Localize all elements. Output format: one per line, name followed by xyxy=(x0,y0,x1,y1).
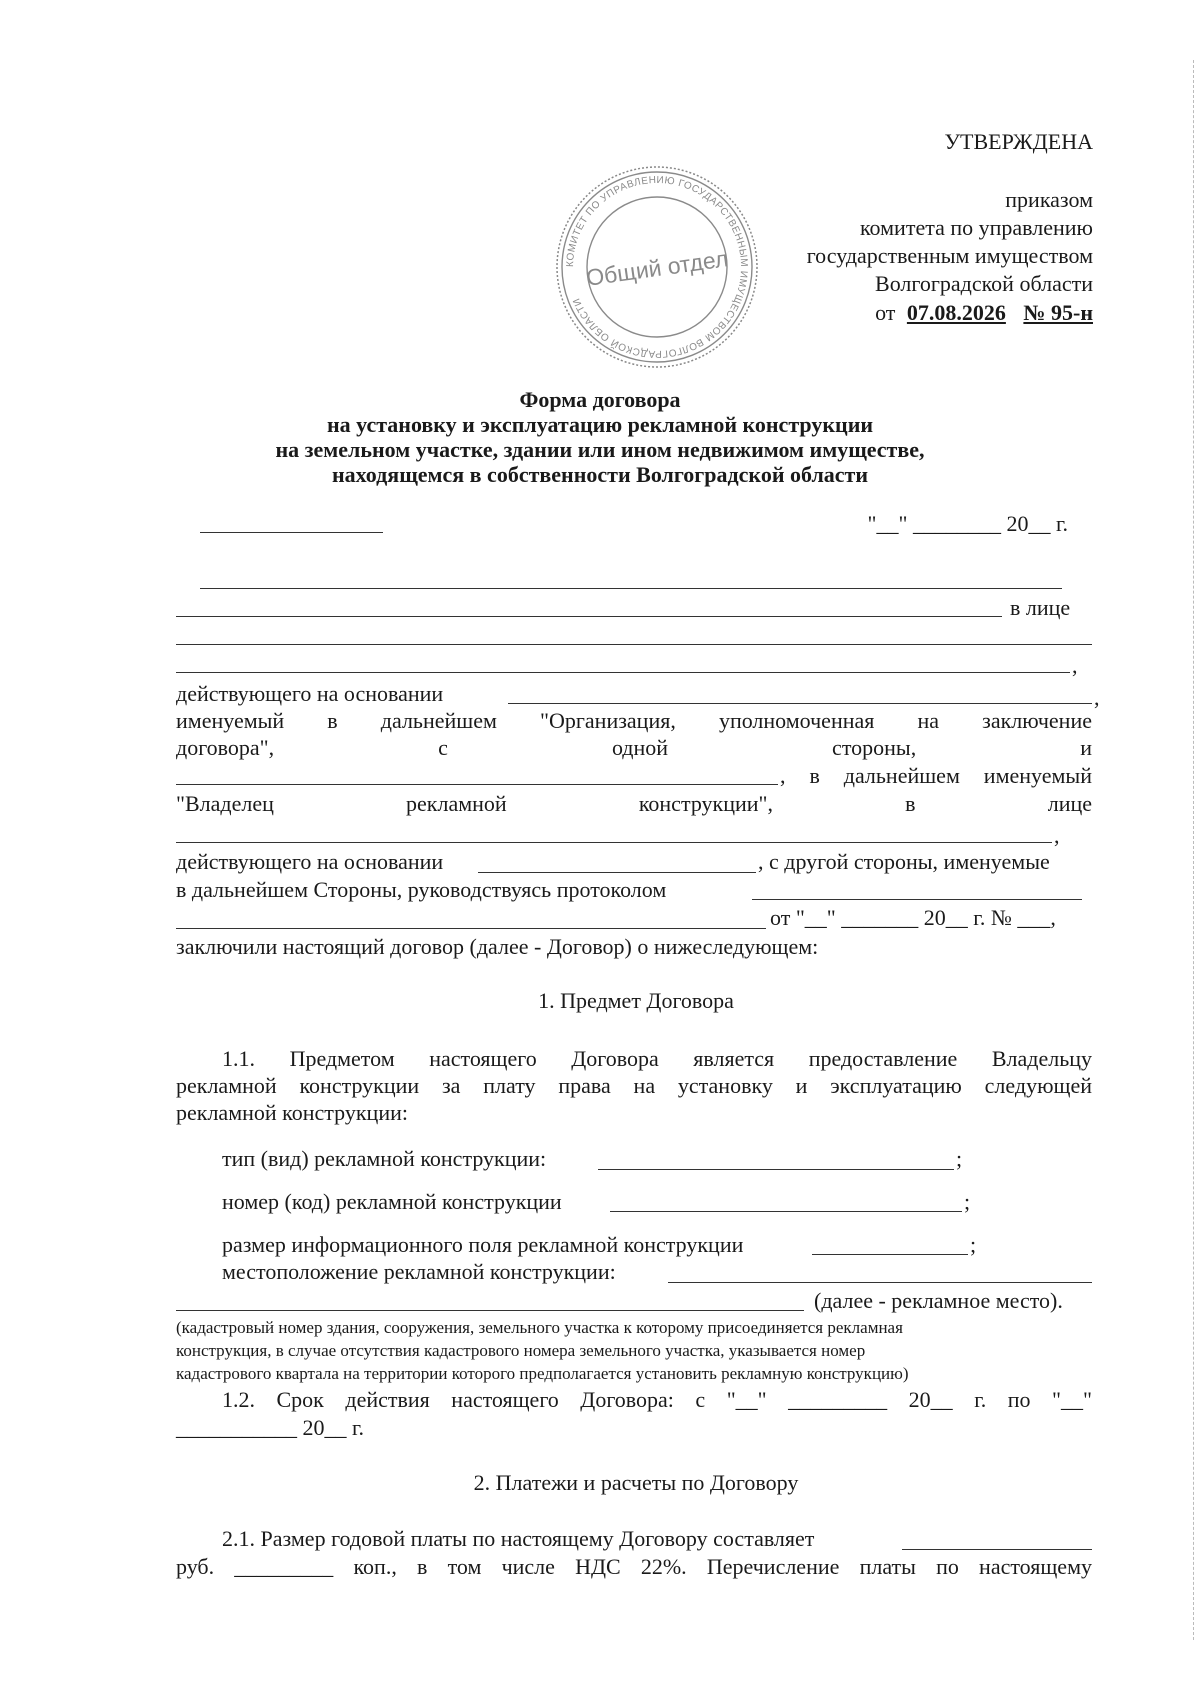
place-suffix: (далее - рекламное место). xyxy=(814,1288,1063,1313)
term-line-end: ___________ 20__ г. xyxy=(176,1415,365,1440)
protocol-blank-2 xyxy=(176,928,766,929)
p1-1-line-2: рекламной конструкции за плату права на установку и эксплуатацию следующей xyxy=(176,1073,1092,1098)
named-line-1: именуемый в дальнейшем "Организация, уполномоченная на заключение xyxy=(176,708,1092,733)
named-line-2: договора", с одной стороны, и xyxy=(176,735,1092,760)
number-label: номер (код) рекламной конструкции xyxy=(222,1189,562,1214)
scan-edge-line xyxy=(1193,60,1194,1640)
location-blank-2 xyxy=(176,1310,804,1311)
title-line-2: на установку и эксплуатацию рекламной конструкции xyxy=(326,412,874,437)
cadastral-note-3: кадастрового квартала на территории которого предполагается установить рекламную конструкцию) xyxy=(176,1364,909,1383)
owner-rep-comma: , xyxy=(1054,823,1060,848)
rep-blank-1 xyxy=(176,644,1092,645)
p2-1-line-2: руб. _________ коп., в том числе НДС 22%. Перечисление платы по настоящему xyxy=(176,1554,1092,1579)
number-semicolon: ; xyxy=(964,1189,971,1214)
title-line-3: на земельном участке, здании или ином недвижимом имуществе, xyxy=(275,437,925,462)
owner-line: "Владелец рекламной конструкции", в лице xyxy=(176,791,1092,816)
approval-header: УТВЕРЖДЕНА xyxy=(944,129,1093,154)
acting-basis-1: действующего на основании xyxy=(176,681,444,706)
size-blank xyxy=(812,1254,968,1255)
acting-basis-2: действующего на основании xyxy=(176,849,444,874)
concluded-line: заключили настоящий договор (далее - Договор) о нижеследующем: xyxy=(176,934,819,959)
basis-comma-1: , xyxy=(1094,685,1100,710)
size-semicolon: ; xyxy=(970,1232,977,1257)
approval-number: № 95-н xyxy=(1023,300,1093,325)
stamp-center-text: Общий отдел xyxy=(584,245,730,291)
contract-date: "__" ________ 20__ г. xyxy=(867,511,1068,536)
protocol-date: от "__" _______ 20__ г. № ___, xyxy=(770,905,1056,930)
approval-line-1: приказом xyxy=(1005,187,1093,212)
location-label: местоположение рекламной конструкции: xyxy=(222,1259,616,1284)
type-label: тип (вид) рекламной конструкции: xyxy=(222,1146,547,1171)
size-label: размер информационного поля рекламной конструкции xyxy=(222,1232,744,1257)
payment-blank xyxy=(902,1549,1092,1550)
approval-date: 07.08.2026 xyxy=(906,300,1006,325)
title-line-1: Форма договора xyxy=(519,387,681,412)
p1-1-line-1: 1.1. Предметом настоящего Договора является предоставление Владельцу xyxy=(222,1046,1092,1071)
cadastral-note-1: (кадастровый номер здания, сооружения, земельного участка к которому присоединяется рекламная xyxy=(176,1318,903,1337)
rep-blank-2 xyxy=(176,672,1070,673)
rep-comma: , xyxy=(1072,653,1078,678)
approval-line-2: комитета по управлению xyxy=(859,215,1093,240)
in-person: в лице xyxy=(1010,595,1071,620)
basis-blank-2 xyxy=(478,872,756,873)
title-line-4: находящемся в собственности Волгоградской области xyxy=(331,462,869,487)
approval-from: от xyxy=(875,300,896,325)
org-blank-2 xyxy=(176,616,1002,617)
section-2-heading: 2. Платежи и расчеты по Договору xyxy=(473,1470,799,1495)
basis-blank-1 xyxy=(508,703,1092,704)
stamp-ring-text: КОМИТЕТ ПО УПРАВЛЕНИЮ ГОСУДАРСТВЕННЫМ ИМУЩЕСТВОМ ВОЛГОГРАДСКОЙ ОБЛАСТИ xyxy=(564,174,750,360)
p1-1-line-3: рекламной конструкции: xyxy=(176,1100,408,1125)
org-blank-1 xyxy=(200,588,1062,589)
protocol-blank-1 xyxy=(752,899,1082,900)
location-blank-1 xyxy=(668,1282,1092,1283)
stamp-seal xyxy=(552,162,762,372)
place-blank xyxy=(200,532,383,533)
cadastral-note-2: конструкция, в случае отсутствия кадастрового номера земельного участка, указывается номер xyxy=(176,1341,866,1360)
guided-by-protocol: в дальнейшем Стороны, руководствуясь протоколом xyxy=(176,877,667,902)
approval-line-4: Волгоградской области xyxy=(875,271,1093,296)
owner-blank xyxy=(176,784,778,785)
type-blank xyxy=(598,1169,954,1170)
p2-1-line-1: 2.1. Размер годовой платы по настоящему Договору составляет xyxy=(222,1526,815,1551)
approval-line-3: государственным имуществом xyxy=(806,243,1093,268)
owner-rep-blank xyxy=(176,842,1052,843)
type-semicolon: ; xyxy=(956,1146,963,1171)
section-1-heading: 1. Предмет Договора xyxy=(538,988,734,1013)
term-line: 1.2. Срок действия настоящего Договора: с "__" _________ 20__ г. по "__" xyxy=(222,1387,1092,1412)
number-blank xyxy=(610,1211,962,1212)
named-line-3: , в дальнейшем именуемый xyxy=(780,763,1092,788)
other-side: , с другой стороны, именуемые xyxy=(758,849,1050,874)
